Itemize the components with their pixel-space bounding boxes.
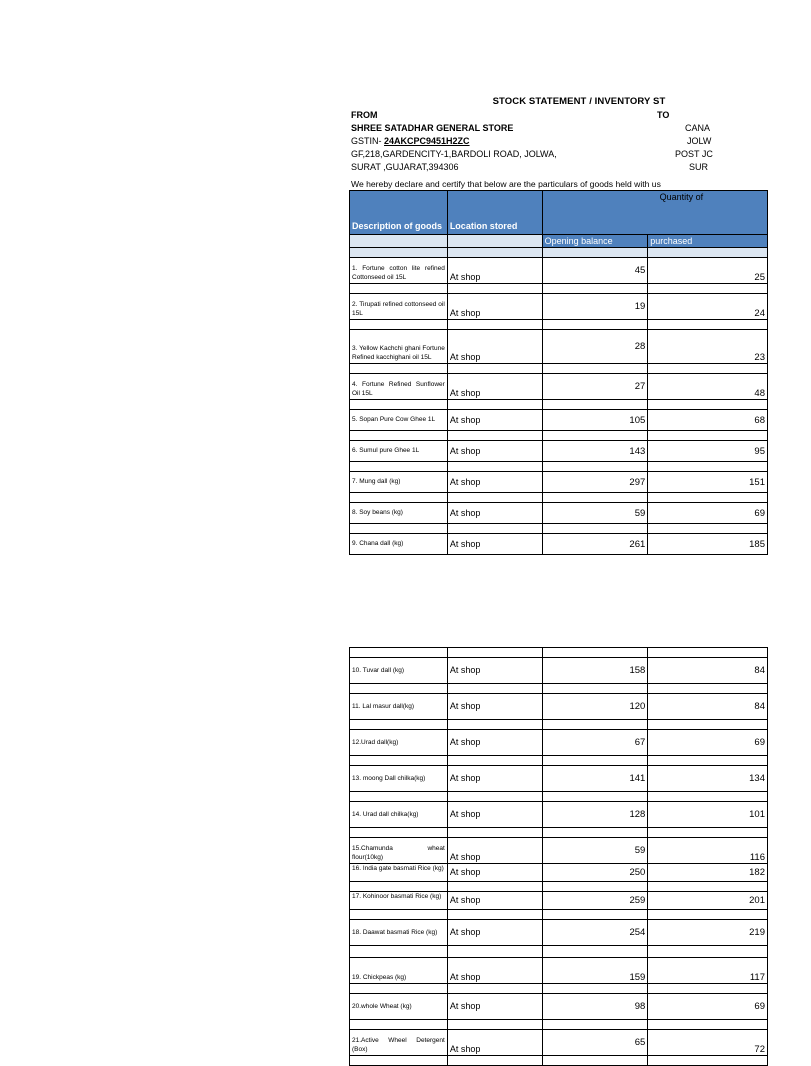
spacer-row [350, 431, 768, 441]
to-line-4: SUR [689, 162, 709, 172]
item-location: At shop [447, 838, 542, 864]
spacer-row [350, 828, 768, 838]
to-label: TO [657, 110, 670, 120]
spacer-row [350, 400, 768, 410]
spacer-row [350, 462, 768, 472]
item-purchased: 48 [648, 374, 768, 400]
table-row [350, 838, 768, 864]
item-opening: 128 [542, 802, 648, 828]
spacer-cell [542, 828, 648, 838]
item-opening: 259 [542, 892, 648, 910]
address-line-1: GF,218,GARDENCITY-1,BARDOLI ROAD, JOLWA, [351, 149, 557, 159]
item-purchased: 84 [648, 658, 768, 684]
item-name: 17. Kohinoor basmati Rice (kg) [350, 892, 448, 910]
table-row [350, 864, 768, 882]
spacer-cell [350, 493, 448, 503]
spacer-cell [542, 524, 648, 534]
item-purchased: 185 [648, 534, 768, 555]
spacer-row [350, 792, 768, 802]
table-row [350, 472, 768, 493]
table-row [350, 374, 768, 400]
spacer-cell [648, 984, 768, 994]
spacer-cell [542, 910, 648, 920]
sub-empty-2 [447, 235, 542, 248]
spacer-cell [447, 720, 542, 730]
item-name: 9. Chana dall (kg) [350, 534, 448, 555]
address-line-2: SURAT ,GUJARAT,394306 [351, 162, 459, 172]
spacer-cell [648, 462, 768, 472]
item-location: At shop [447, 258, 542, 284]
item-purchased: 69 [648, 503, 768, 524]
table-row [350, 294, 768, 320]
item-name: 8. Soy beans (kg) [350, 503, 448, 524]
header-line-5 [349, 161, 768, 174]
spacer-cell [350, 320, 448, 330]
item-location: At shop [447, 472, 542, 493]
gstin [351, 135, 470, 148]
item-opening: 98 [542, 994, 648, 1020]
light-cell [447, 248, 542, 258]
spacer-cell [350, 524, 448, 534]
spacer-cell [350, 882, 448, 892]
spacer-cell [447, 524, 542, 534]
item-location: At shop [447, 534, 542, 555]
item-opening: 254 [542, 920, 648, 946]
spacer-cell [542, 882, 648, 892]
item-purchased: 101 [648, 802, 768, 828]
table-row [350, 766, 768, 792]
light-row [350, 248, 768, 258]
spacer-cell [350, 946, 448, 958]
to-line-2: JOLW [687, 136, 712, 146]
item-opening: 120 [542, 694, 648, 720]
spacer-row [350, 984, 768, 994]
spacer-cell [542, 431, 648, 441]
spacer-cell [447, 1020, 542, 1030]
spacer-cell [350, 364, 448, 374]
item-location: At shop [447, 730, 542, 756]
spacer-row [350, 720, 768, 730]
col-description: Description of goods [350, 191, 448, 235]
spreadsheet [349, 0, 768, 1055]
spacer-cell [648, 364, 768, 374]
table-row [350, 892, 768, 910]
item-location: At shop [447, 658, 542, 684]
declaration: We hereby declare and certify that below are the particulars of goods held with us [351, 179, 661, 189]
item-location: At shop [447, 920, 542, 946]
spacer-cell [648, 946, 768, 958]
item-location: At shop [447, 958, 542, 984]
table-row [350, 958, 768, 984]
item-opening: 59 [542, 838, 648, 864]
spacer-cell [447, 756, 542, 766]
page-title: STOCK STATEMENT / INVENTORY ST [492, 96, 666, 107]
col-opening: Opening balance [542, 235, 648, 248]
spacer-row [350, 524, 768, 534]
spacer-cell [648, 284, 768, 294]
spacer-row [350, 882, 768, 892]
item-purchased: 72 [648, 1030, 768, 1056]
item-opening: 143 [542, 441, 648, 462]
col-quantity-label: Quantity of [659, 192, 704, 202]
item-location: At shop [447, 892, 542, 910]
spacer-cell [350, 684, 448, 694]
item-purchased: 117 [648, 958, 768, 984]
table-row [350, 730, 768, 756]
header-block [349, 109, 768, 174]
spacer-cell [350, 1020, 448, 1030]
item-opening: 59 [542, 503, 648, 524]
spacer-cell [350, 431, 448, 441]
spacer-cell [447, 400, 542, 410]
table-row [350, 1030, 768, 1056]
column-header-row [350, 191, 768, 235]
item-purchased: 95 [648, 441, 768, 462]
spacer-cell [350, 462, 448, 472]
spacer-cell [350, 756, 448, 766]
table-row [350, 534, 768, 555]
spacer-cell [542, 493, 648, 503]
subheader-row [350, 235, 768, 248]
item-location: At shop [447, 802, 542, 828]
spacer-cell [447, 882, 542, 892]
item-location: At shop [447, 864, 542, 882]
item-opening: 19 [542, 294, 648, 320]
item-location: At shop [447, 1030, 542, 1056]
spacer-row [350, 320, 768, 330]
item-opening: 250 [542, 864, 648, 882]
item-opening: 27 [542, 374, 648, 400]
item-opening: 159 [542, 958, 648, 984]
col-purchased: purchased [648, 235, 768, 248]
spacer-cell [447, 320, 542, 330]
stock-table-page-2 [349, 647, 768, 1066]
spacer-cell [648, 320, 768, 330]
item-location: At shop [447, 694, 542, 720]
spacer-cell [350, 792, 448, 802]
to-line-1: CANA [685, 123, 711, 133]
item-opening: 67 [542, 730, 648, 756]
spacer-cell [648, 431, 768, 441]
item-purchased: 151 [648, 472, 768, 493]
item-name: 19. Chickpeas (kg) [350, 958, 448, 984]
item-name: 21.Active Wheel Detergent (Box) [350, 1030, 448, 1056]
spacer-cell [542, 1056, 648, 1066]
spacer-cell [648, 1056, 768, 1066]
spacer-cell [350, 284, 448, 294]
item-purchased: 23 [648, 330, 768, 364]
spacer-row [350, 648, 768, 658]
item-location: At shop [447, 410, 542, 431]
item-purchased: 69 [648, 994, 768, 1020]
spacer-cell [648, 910, 768, 920]
table-row [350, 802, 768, 828]
table-row [350, 258, 768, 284]
item-name: 13. moong Dall chilka(kg) [350, 766, 448, 792]
item-purchased: 68 [648, 410, 768, 431]
sub-empty-1 [350, 235, 448, 248]
spacer-cell [447, 284, 542, 294]
spacer-row [350, 284, 768, 294]
spacer-cell [350, 828, 448, 838]
item-name: 7. Mung dall (kg) [350, 472, 448, 493]
item-opening: 297 [542, 472, 648, 493]
table-row [350, 694, 768, 720]
item-purchased: 134 [648, 766, 768, 792]
spacer-cell [648, 684, 768, 694]
spacer-row [350, 493, 768, 503]
to-line-3: POST JC [675, 149, 713, 159]
header-line-3 [349, 135, 768, 148]
from-label: FROM [351, 110, 378, 120]
item-location: At shop [447, 374, 542, 400]
item-opening: 141 [542, 766, 648, 792]
item-purchased: 69 [648, 730, 768, 756]
item-name: 12.Urad dall(kg) [350, 730, 448, 756]
item-location: At shop [447, 330, 542, 364]
spacer-cell [350, 648, 448, 658]
spacer-cell [447, 792, 542, 802]
spacer-cell [350, 400, 448, 410]
gstin-value: 24AKCPC9451H2ZC [384, 136, 470, 146]
item-opening: 28 [542, 330, 648, 364]
spacer-cell [447, 684, 542, 694]
item-purchased: 116 [648, 838, 768, 864]
item-name: 5. Sopan Pure Cow Ghee 1L [350, 410, 448, 431]
spacer-cell [648, 720, 768, 730]
item-opening: 65 [542, 1030, 648, 1056]
table-row [350, 994, 768, 1020]
item-location: At shop [447, 503, 542, 524]
spacer-cell [648, 1020, 768, 1030]
item-name: 2. Tirupati refined cottonseed oil 15L [350, 294, 448, 320]
table-row [350, 330, 768, 364]
spacer-cell [447, 364, 542, 374]
spacer-cell [350, 720, 448, 730]
spacer-cell [447, 984, 542, 994]
item-name: 16. India gate basmati Rice (kg) [350, 864, 448, 882]
spacer-cell [542, 684, 648, 694]
spacer-row [350, 946, 768, 958]
spacer-cell [542, 946, 648, 958]
spacer-cell [447, 648, 542, 658]
spacer-cell [542, 364, 648, 374]
gstin-label: GSTIN- [351, 136, 382, 146]
spacer-cell [350, 984, 448, 994]
item-name: 18. Daawat basmati Rice (kg) [350, 920, 448, 946]
spacer-row [350, 756, 768, 766]
spacer-row [350, 364, 768, 374]
table-row [350, 441, 768, 462]
item-purchased: 25 [648, 258, 768, 284]
spacer-cell [447, 431, 542, 441]
spacer-cell [542, 756, 648, 766]
stock-table-page-1 [349, 190, 768, 555]
light-cell [648, 248, 768, 258]
item-opening: 158 [542, 658, 648, 684]
spacer-cell [542, 1020, 648, 1030]
spacer-cell [447, 910, 542, 920]
item-name: 1. Fortune cotton lite refined Cottonseed oil 15L [350, 258, 448, 284]
item-purchased: 219 [648, 920, 768, 946]
spacer-cell [542, 462, 648, 472]
spacer-cell [542, 720, 648, 730]
col-location: Location stored [447, 191, 542, 235]
item-location: At shop [447, 994, 542, 1020]
spacer-cell [648, 828, 768, 838]
table-row [350, 410, 768, 431]
item-name: 10. Tuvar dall (kg) [350, 658, 448, 684]
item-opening: 45 [542, 258, 648, 284]
spacer-cell [350, 910, 448, 920]
item-location: At shop [447, 766, 542, 792]
table-row [350, 503, 768, 524]
spacer-cell [648, 882, 768, 892]
item-name: 20.whole Wheat (kg) [350, 994, 448, 1020]
spacer-cell [542, 320, 648, 330]
item-purchased: 24 [648, 294, 768, 320]
store-name: SHREE SATADHAR GENERAL STORE [351, 123, 514, 133]
light-cell [350, 248, 448, 258]
item-location: At shop [447, 294, 542, 320]
spacer-cell [542, 648, 648, 658]
item-name: 15.Chamunda wheat flour(10kg) [350, 838, 448, 864]
item-name: 3. Yellow Kachchi ghani Fortune Refined kacchighani oil 15L [350, 330, 448, 364]
header-line-2 [349, 122, 768, 135]
spacer-row [350, 1056, 768, 1066]
spacer-cell [542, 792, 648, 802]
table-row [350, 920, 768, 946]
item-purchased: 84 [648, 694, 768, 720]
item-opening: 105 [542, 410, 648, 431]
spacer-cell [648, 493, 768, 503]
spacer-cell [648, 756, 768, 766]
header-line-4 [349, 148, 768, 161]
spacer-cell [447, 828, 542, 838]
table-row [350, 658, 768, 684]
spacer-cell [447, 493, 542, 503]
header-line-1 [349, 109, 768, 122]
spacer-row [350, 910, 768, 920]
light-cell [542, 248, 648, 258]
spacer-row [350, 1020, 768, 1030]
item-name: 11. Lal masur dall(kg) [350, 694, 448, 720]
spacer-cell [542, 284, 648, 294]
col-quantity [542, 191, 767, 235]
item-purchased: 201 [648, 892, 768, 910]
spacer-cell [447, 1056, 542, 1066]
spacer-cell [542, 400, 648, 410]
spacer-cell [648, 524, 768, 534]
item-purchased: 182 [648, 864, 768, 882]
spacer-cell [542, 984, 648, 994]
item-location: At shop [447, 441, 542, 462]
item-name: 6. Sumul pure Ghee 1L [350, 441, 448, 462]
item-opening: 261 [542, 534, 648, 555]
spacer-cell [648, 792, 768, 802]
spacer-cell [350, 1056, 448, 1066]
spacer-cell [648, 400, 768, 410]
spacer-cell [447, 946, 542, 958]
item-name: 4. Fortune Refined Sunflower Oil 15L [350, 374, 448, 400]
spacer-cell [648, 648, 768, 658]
spacer-cell [447, 462, 542, 472]
spacer-row [350, 684, 768, 694]
item-name: 14. Urad dall chilka(kg) [350, 802, 448, 828]
